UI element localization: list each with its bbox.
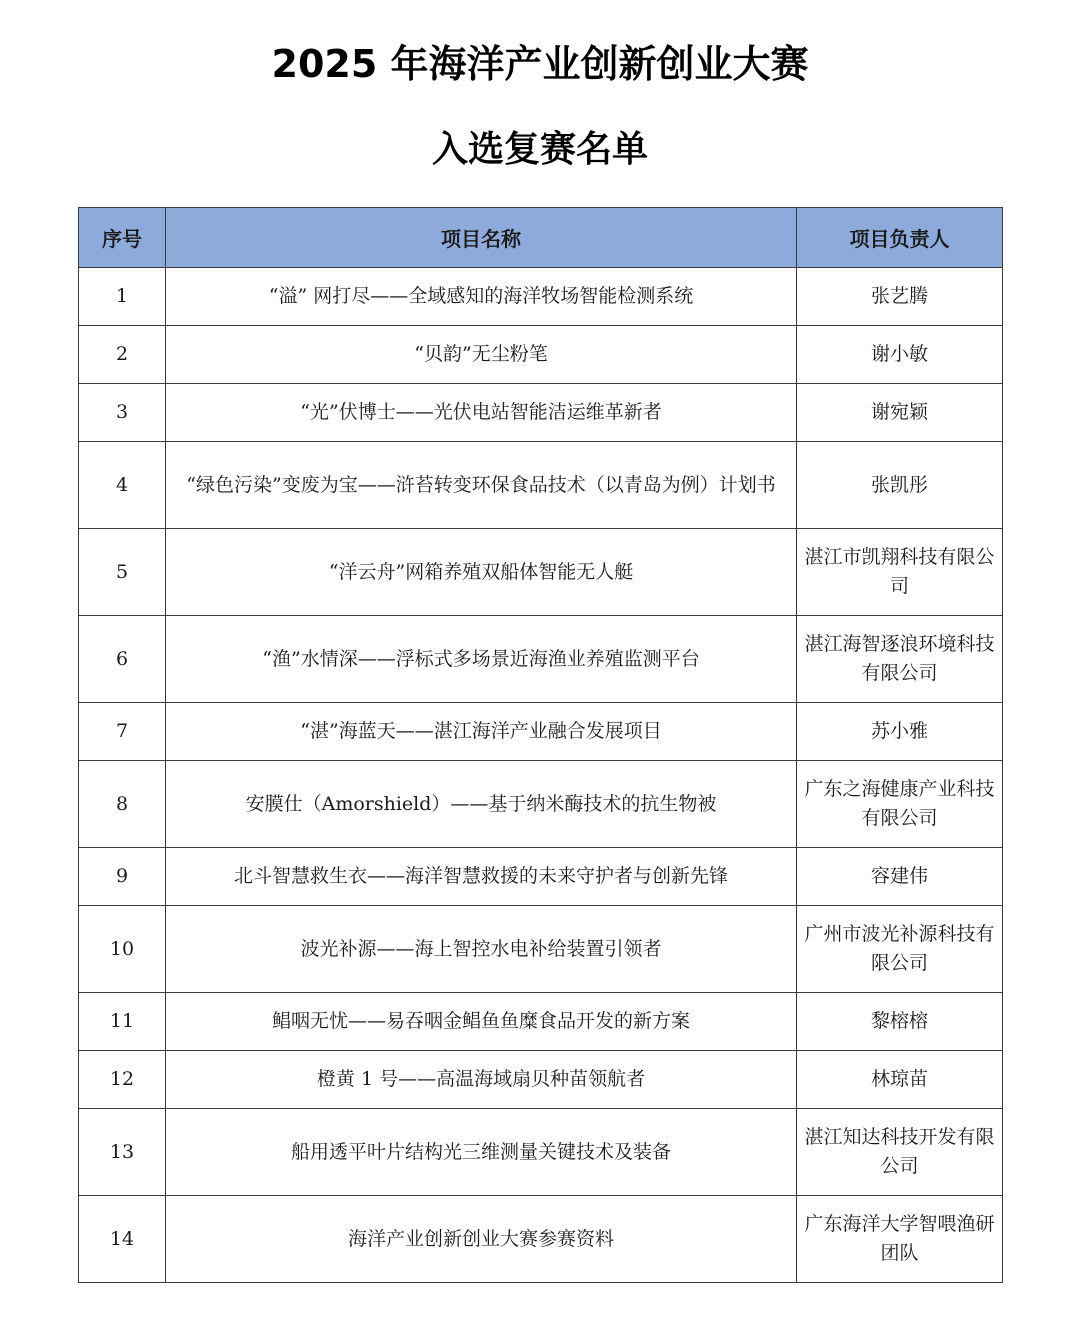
row-project: 鲳咽无忧——易吞咽金鲳鱼鱼糜食品开发的新方案 <box>166 993 797 1051</box>
row-number: 2 <box>79 326 166 384</box>
row-number: 7 <box>79 703 166 761</box>
table-row <box>79 326 1003 384</box>
table-row <box>79 529 1003 616</box>
row-project: “洋云舟”网箱养殖双船体智能无人艇 <box>166 529 797 616</box>
row-project: “湛”海蓝天——湛江海洋产业融合发展项目 <box>166 703 797 761</box>
row-number: 13 <box>79 1109 166 1196</box>
row-number: 12 <box>79 1051 166 1109</box>
table-row <box>79 993 1003 1051</box>
row-project: 橙黄 1 号——高温海域扇贝种苗领航者 <box>166 1051 797 1109</box>
row-leader: 广东海洋大学智喂渔研团队 <box>797 1196 1003 1283</box>
row-project: 北斗智慧救生衣——海洋智慧救援的未来守护者与创新先锋 <box>166 848 797 906</box>
row-number: 6 <box>79 616 166 703</box>
table-row <box>79 1051 1003 1109</box>
table-row <box>79 1109 1003 1196</box>
table-row <box>79 442 1003 529</box>
row-leader: 张凯彤 <box>797 442 1003 529</box>
row-leader: 黎榕榕 <box>797 993 1003 1051</box>
row-leader: 广东之海健康产业科技有限公司 <box>797 761 1003 848</box>
table-row <box>79 1196 1003 1283</box>
row-leader: 湛江市凯翔科技有限公司 <box>797 529 1003 616</box>
header-number: 序号 <box>79 208 166 268</box>
row-number: 4 <box>79 442 166 529</box>
row-leader: 容建伟 <box>797 848 1003 906</box>
finalist-table <box>78 207 1003 1283</box>
table-row <box>79 268 1003 326</box>
row-project: 船用透平叶片结构光三维测量关键技术及装备 <box>166 1109 797 1196</box>
row-project: 安膜仕（Amorshield）——基于纳米酶技术的抗生物被 <box>166 761 797 848</box>
row-project: “绿色污染”变废为宝——浒苔转变环保食品技术（以青岛为例）计划书 <box>166 442 797 529</box>
table-header-row <box>79 208 1003 268</box>
row-number: 10 <box>79 906 166 993</box>
page-subtitle: 入选复赛名单 <box>431 129 648 170</box>
row-project: “溢” 网打尽——全域感知的海洋牧场智能检测系统 <box>166 268 797 326</box>
row-number: 11 <box>79 993 166 1051</box>
row-project: “贝韵”无尘粉笔 <box>166 326 797 384</box>
table-row <box>79 906 1003 993</box>
row-number: 1 <box>79 268 166 326</box>
row-leader: 苏小雅 <box>797 703 1003 761</box>
row-leader: 湛江知达科技开发有限公司 <box>797 1109 1003 1196</box>
row-number: 8 <box>79 761 166 848</box>
table-row <box>79 703 1003 761</box>
table-row <box>79 616 1003 703</box>
row-number: 14 <box>79 1196 166 1283</box>
row-leader: 广州市波光补源科技有限公司 <box>797 906 1003 993</box>
row-project: 海洋产业创新创业大赛参赛资料 <box>166 1196 797 1283</box>
table-row <box>79 848 1003 906</box>
row-leader: 张艺腾 <box>797 268 1003 326</box>
table-row <box>79 761 1003 848</box>
row-project: “渔”水情深——浮标式多场景近海渔业养殖监测平台 <box>166 616 797 703</box>
row-number: 5 <box>79 529 166 616</box>
row-leader: 林琼苗 <box>797 1051 1003 1109</box>
page-title: 2025 年海洋产业创新创业大赛 <box>271 42 809 86</box>
header-project-leader: 项目负责人 <box>797 208 1003 268</box>
row-project: 波光补源——海上智控水电补给装置引领者 <box>166 906 797 993</box>
row-leader: 谢宛颖 <box>797 384 1003 442</box>
table-row <box>79 384 1003 442</box>
header-project-name: 项目名称 <box>166 208 797 268</box>
row-number: 3 <box>79 384 166 442</box>
row-leader: 谢小敏 <box>797 326 1003 384</box>
row-project: “光”伏博士——光伏电站智能洁运维革新者 <box>166 384 797 442</box>
row-leader: 湛江海智逐浪环境科技有限公司 <box>797 616 1003 703</box>
row-number: 9 <box>79 848 166 906</box>
